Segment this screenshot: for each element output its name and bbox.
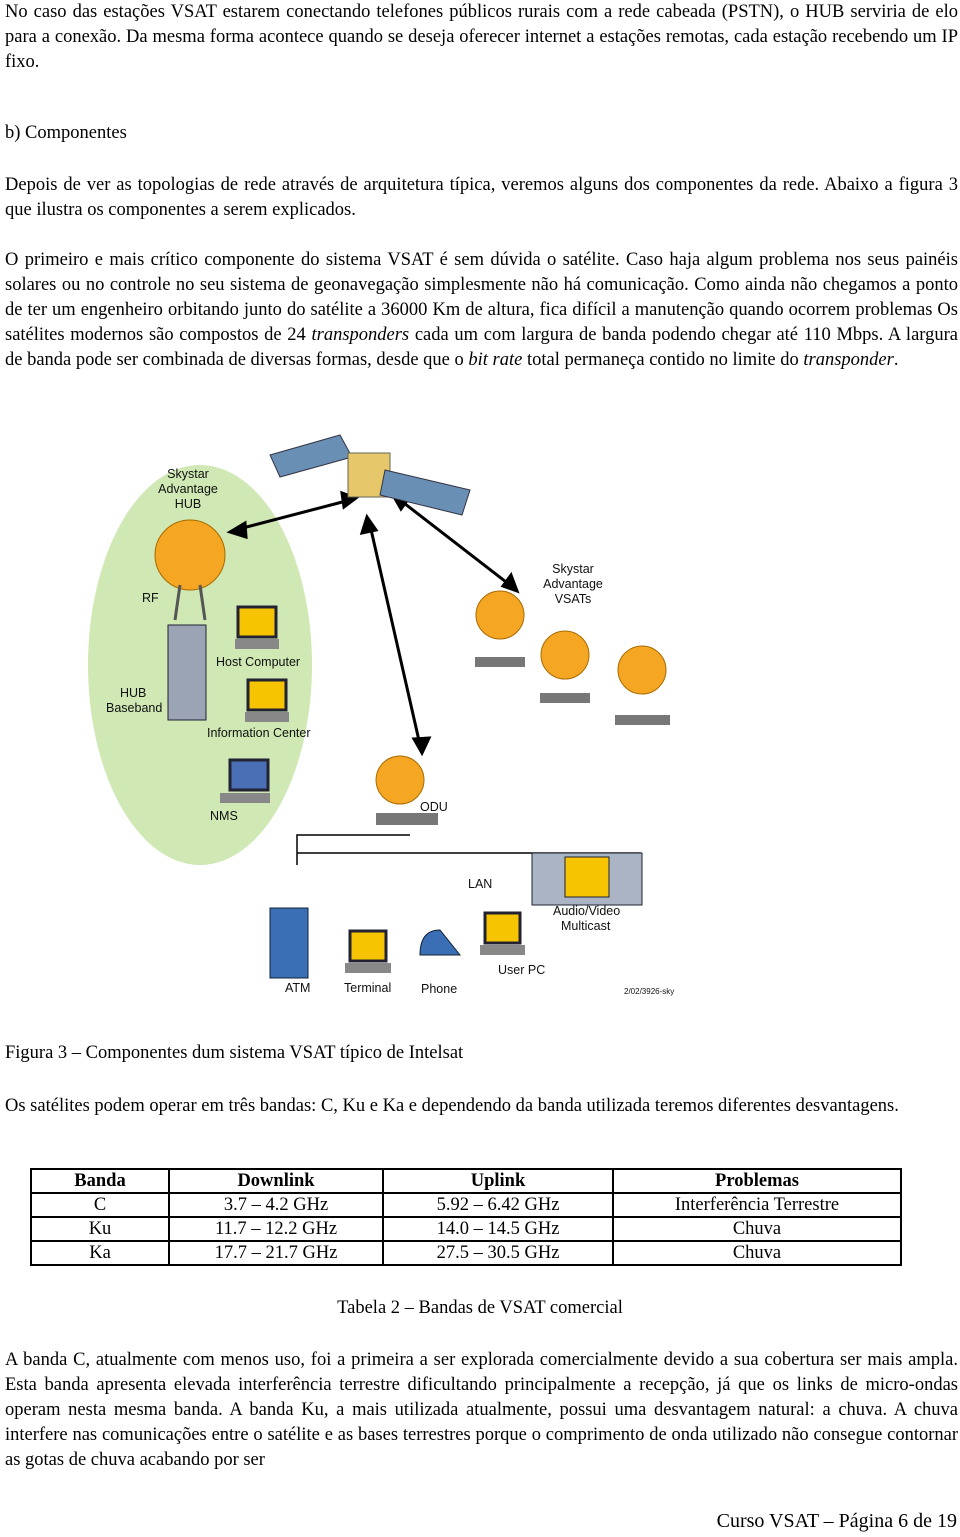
hub-title-line1: Skystar (167, 467, 209, 481)
table-cell: 3.7 – 4.2 GHz (169, 1193, 383, 1217)
user-pc-icon (480, 913, 525, 955)
table-cell: Interferência Terrestre (613, 1193, 901, 1217)
host-computer-label: Host Computer (216, 655, 301, 669)
table-caption: Tabela 2 – Bandas de VSAT comercial (337, 1298, 623, 1318)
table-cell: Chuva (613, 1217, 901, 1241)
remote-vsat-dish-icon (615, 646, 670, 725)
hub-title-line3: HUB (174, 497, 202, 511)
vsats-title-line1: Skystar (552, 562, 594, 576)
hub-baseband-line2: Baseband (106, 701, 163, 715)
table-cell: C (31, 1193, 169, 1217)
vsat-components-figure (80, 425, 680, 1005)
table-row (31, 1193, 901, 1217)
table-cell: 17.7 – 21.7 GHz (169, 1241, 383, 1265)
figure-caption: Figura 3 – Componentes dum sistema VSAT típico de Intelsat (5, 1043, 464, 1063)
terminal-label: Terminal (344, 981, 392, 995)
information-center-label: Information Center (207, 726, 311, 740)
audio-video-line1: Audio/Video (553, 904, 621, 918)
figure-code: 2/02/3926-sky (624, 987, 675, 996)
page-footer: Curso VSAT – Página 6 de 19 (716, 1510, 957, 1532)
odu-dish-icon (376, 756, 438, 825)
user-pc-label: User PC (498, 963, 546, 977)
table-cell: Ka (31, 1241, 169, 1265)
table-cell: 27.5 – 30.5 GHz (383, 1241, 613, 1265)
table-row (31, 1241, 901, 1265)
satellite-paragraph: O primeiro e mais crítico componente do sistema VSAT é sem dúvida o satélite. Caso haja algum problema nos seus painéis solares ou no controle no seu sistema de geonavegação simplesmente não há comunicação. Como ainda não chegamos a ponto de ter um engenheiro orbitando junto do satélite a 36000 Km de altura, fica difícil a manutenção quando ocorrem problemas Os satélites modernos são compostos de 24 transponders cada um com largura de banda podendo chegar até 110 Mbps. A largura de banda pode ser combinada de diversas formas, desde que o bit rate total permaneça contido no limite do transponder. (5, 250, 958, 370)
lan-label: LAN (468, 877, 493, 891)
phone-label: Phone (421, 982, 458, 996)
table-cell: 11.7 – 12.2 GHz (169, 1217, 383, 1241)
atm-icon (270, 908, 308, 978)
remote-vsat-dish-icon (475, 591, 525, 667)
intro-paragraph: No caso das estações VSAT estarem conectando telefones públicos rurais com a rede cabeada (PSTN), o HUB serviria de elo para a conexão. Da mesma forma acontece quando se deseja oferecer internet a estações remotas, cada estação recebendo um IP fixo. (5, 2, 958, 72)
odu-label: ODU (420, 800, 448, 814)
vsats-title-line2: Advantage (543, 577, 603, 591)
table-cell: 14.0 – 14.5 GHz (383, 1217, 613, 1241)
table-row (31, 1217, 901, 1241)
table-cell: Chuva (613, 1241, 901, 1265)
nms-label: NMS (210, 809, 238, 823)
audio-video-line2: Multicast (561, 919, 611, 933)
bands-paragraph: Os satélites podem operar em três bandas: C, Ku e Ka e dependendo da banda utilizada teremos diferentes desvantagens. (5, 1096, 899, 1116)
rf-label: RF (142, 591, 159, 605)
table-cell: Ku (31, 1217, 169, 1241)
phone-icon (420, 930, 460, 955)
components-intro-paragraph: Depois de ver as topologias de rede através de arquitetura típica, veremos alguns dos componentes da rede. Abaixo a figura 3 que ilustra os componentes a serem explicados. (5, 175, 958, 220)
bands-table (30, 1168, 902, 1266)
band-c-paragraph: A banda C, atualmente com menos uso, foi a primeira a ser explorada comercialmente devido a sua cobertura ser mais ampla. Esta banda apresenta elevada interferência terrestre dificultando principalmente a recepção, já que os links de micro-ondas operam nesta mesma banda. A banda Ku, a mais utilizada atualmente, possui uma desvantagem natural: a chuva. A chuva interfere nas comunicações entre o satélite e as bases terrestres porque o comprimento de onda utilizado não consegue contornar as gotas de chuva acabando por ser (5, 1350, 958, 1470)
hub-baseband-line1: HUB (120, 686, 147, 700)
vsats-title-line3: VSATs (554, 592, 592, 606)
header-uplink: Uplink (383, 1169, 613, 1193)
host-computer-icon (235, 607, 279, 649)
satellite-icon (270, 435, 470, 515)
atm-label: ATM (285, 981, 311, 995)
header-banda: Banda (31, 1169, 169, 1193)
header-downlink: Downlink (169, 1169, 383, 1193)
header-problemas: Problemas (613, 1169, 901, 1193)
hub-baseband-rack-icon (168, 625, 206, 720)
hub-title-line2: Advantage (158, 482, 218, 496)
information-center-icon (245, 680, 289, 722)
section-heading: b) Componentes (5, 123, 127, 143)
audio-video-monitor-icon (532, 853, 642, 905)
table-cell: 5.92 – 6.42 GHz (383, 1193, 613, 1217)
remote-vsat-dish-icon (540, 631, 590, 703)
terminal-icon (345, 931, 391, 973)
